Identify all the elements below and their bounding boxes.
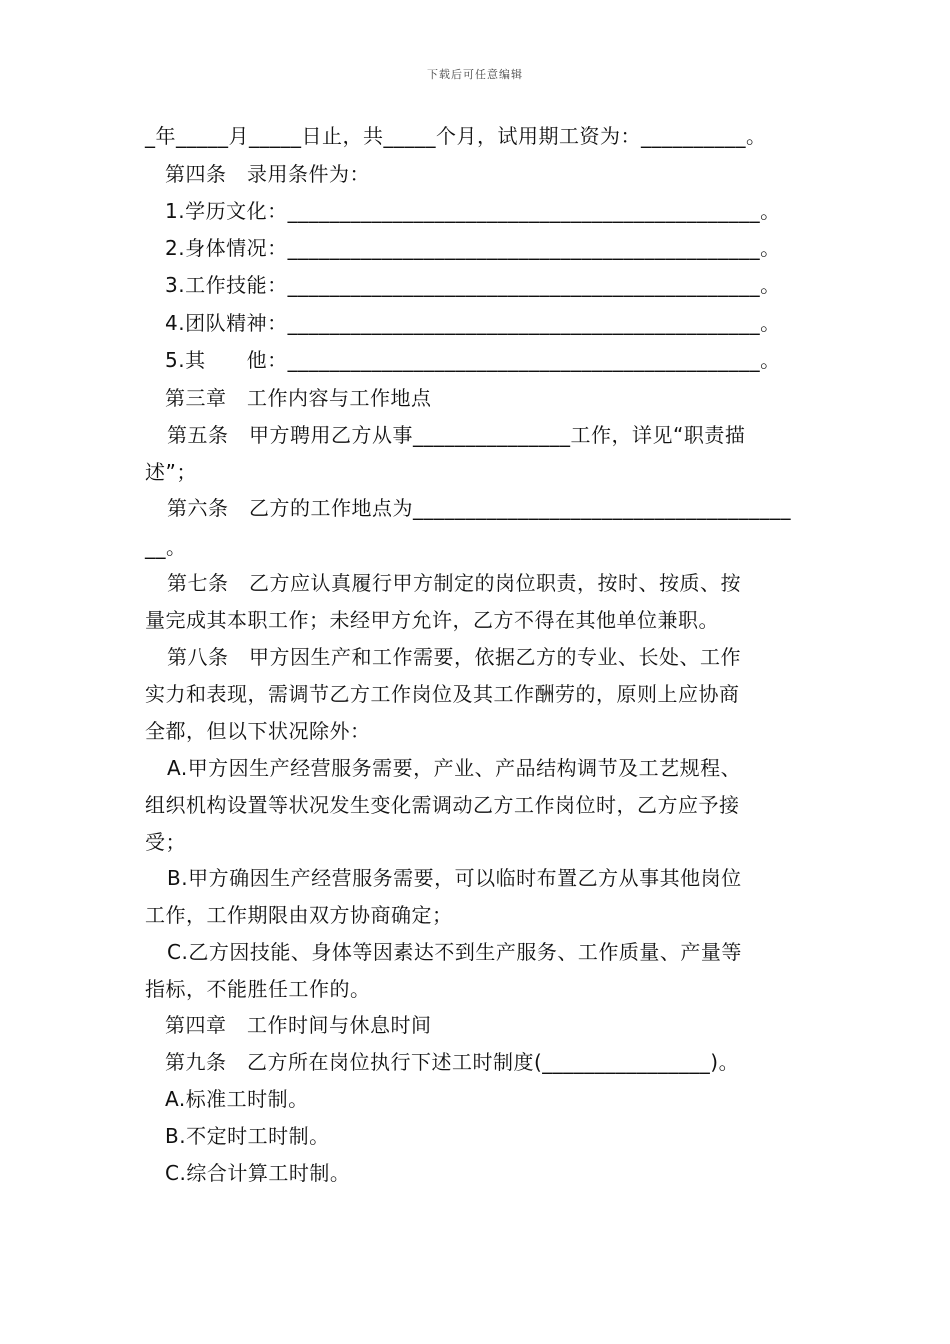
text-line: 工作，工作期限由双方协商确定； [145, 903, 453, 927]
list-item: B.不定时工时制。 [165, 1124, 330, 1148]
text-line: 组织机构设置等状况发生变化需调动乙方工作岗位时，乙方应予接 [145, 793, 740, 817]
text-line: 3.工作技能：_____________________________________________。 [165, 273, 781, 297]
text-line: 量完成其本职工作；未经甲方允许，乙方不得在其他单位兼职。 [145, 608, 719, 632]
clause-heading: 第四条 录用条件为： [165, 162, 370, 186]
text-line: 5.其 他：_____________________________________________。 [165, 348, 781, 372]
text-line: __。 [145, 535, 187, 559]
text-line: A.甲方因生产经营服务需要，产业、产品结构调节及工艺规程、 [167, 756, 742, 780]
text-line: 指标，不能胜任工作的。 [145, 977, 371, 1001]
text-line: 第五条 甲方聘用乙方从事_______________工作，详见“职责描 [167, 423, 746, 447]
list-item: C.综合计算工时制。 [165, 1161, 351, 1185]
text-line: 1.学历文化：_____________________________________________。 [165, 199, 781, 223]
page-header: 下载后可任意编辑 [427, 68, 523, 81]
text-line: 受； [145, 830, 186, 854]
text-line: 4.团队精神：_____________________________________________。 [165, 311, 781, 335]
text-line: B.甲方确因生产经营服务需要，可以临时布置乙方从事其他岗位 [167, 866, 742, 890]
text-line: 第七条 乙方应认真履行甲方制定的岗位职责，按时、按质、按 [167, 571, 741, 595]
chapter-heading: 第四章 工作时间与休息时间 [165, 1013, 432, 1037]
text-line: 述”； [145, 460, 197, 484]
text-line: 第八条 甲方因生产和工作需要，依据乙方的专业、长处、工作 [167, 645, 741, 669]
text-line: 2.身体情况：_____________________________________________。 [165, 236, 781, 260]
text-line: 第九条 乙方所在岗位执行下述工时制度(________________)。 [165, 1050, 740, 1074]
text-line: 实力和表现，需调节乙方工作岗位及其工作酬劳的，原则上应协商 [145, 682, 740, 706]
text-line: _年_____月_____日止，共_____个月，试用期工资为：__________。 [145, 124, 767, 148]
chapter-heading: 第三章 工作内容与工作地点 [165, 386, 432, 410]
text-line: C.乙方因技能、身体等因素达不到生产服务、工作质量、产量等 [167, 940, 742, 964]
text-line: 第六条 乙方的工作地点为____________________________________ [167, 496, 791, 520]
list-item: A.标准工时制。 [165, 1087, 309, 1111]
text-line: 全都，但以下状况除外： [145, 719, 371, 743]
